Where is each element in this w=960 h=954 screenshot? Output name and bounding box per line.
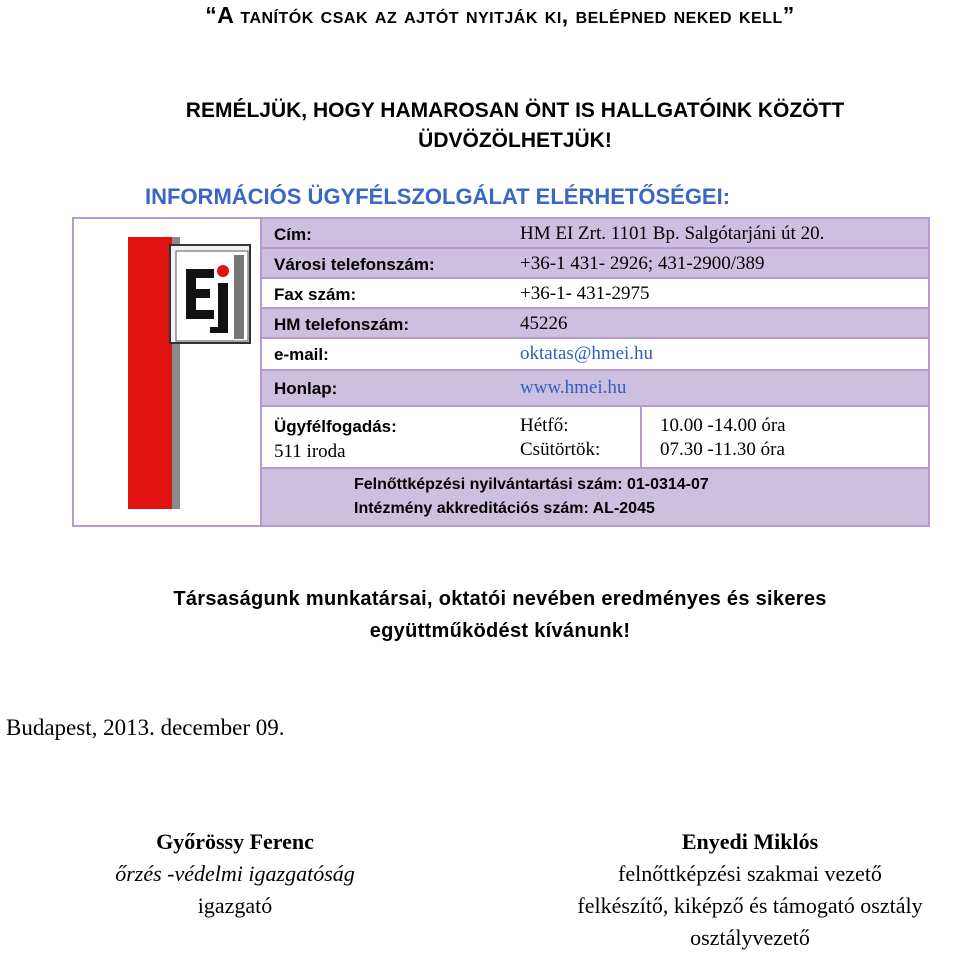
registration-number: Felnőttképzési nyilvántartási szám: 01-0314-07 xyxy=(354,476,709,493)
hm-phone-value: 45226 xyxy=(520,313,568,334)
website-link[interactable]: www.hmei.hu xyxy=(520,377,627,398)
fax-label: Fax szám: xyxy=(274,285,357,304)
website-label: Honlap: xyxy=(274,379,338,398)
time-monday: 10.00 -14.00 óra xyxy=(660,415,786,436)
signer-title-right: osztályvezető xyxy=(690,925,810,950)
closing-message xyxy=(0,583,960,647)
signer-dept-left: őrzés -védelmi igazgatóság xyxy=(115,861,355,886)
address-value: HM EI Zrt. 1101 Bp. Salgótarjáni út 20. xyxy=(520,223,825,244)
signer-name-left: Győrössy Ferenc xyxy=(156,829,314,854)
row-email xyxy=(262,339,928,371)
date-line: Budapest, 2013. december 09. xyxy=(6,715,285,740)
signature-right xyxy=(530,826,960,954)
closing-line-1: Társaságunk munkatársai, oktatói nevében eredményes és sikeres xyxy=(173,588,827,610)
accreditation-number: Intézmény akkreditációs szám: AL-2045 xyxy=(354,500,655,517)
welcome-line-2: ÜDVÖZÖLHETJÜK! xyxy=(418,129,612,152)
office-hours-label: Ügyfélfogadás: xyxy=(274,417,397,436)
fax-value: +36-1- 431-2975 xyxy=(520,283,650,304)
email-label: e-mail: xyxy=(274,345,329,364)
email-link[interactable]: oktatas@hmei.hu xyxy=(520,343,654,364)
hours-divider xyxy=(640,407,642,467)
welcome-heading xyxy=(0,96,960,156)
logo-cell xyxy=(74,219,262,525)
signer-dept-right: felkészítő, kiképző és támogató osztály xyxy=(577,893,923,918)
office-room: 511 iroda xyxy=(274,441,346,462)
hm-phone-label: HM telefonszám: xyxy=(274,315,410,334)
signer-role-right: felnőttképzési szakmai vezető xyxy=(618,861,882,886)
info-service-title: INFORMÁCIÓS ÜGYFÉLSZOLGÁLAT ELÉRHETŐSÉGEI: xyxy=(145,184,731,209)
welcome-line-1: REMÉLJÜK, HOGY HAMAROSAN ÖNT IS HALLGATÓINK KÖZÖTT xyxy=(185,99,845,122)
row-city-phone xyxy=(262,249,928,279)
signature-left xyxy=(40,826,430,922)
row-hm-phone xyxy=(262,309,928,339)
signer-name-right: Enyedi Miklós xyxy=(681,829,819,854)
row-fax xyxy=(262,279,928,309)
time-thursday: 07.30 -11.30 óra xyxy=(660,439,785,460)
row-registration xyxy=(262,469,928,525)
motto-quote: “A tanítók csak az ajtót nyitják ki, belépned neked kell” xyxy=(205,2,795,28)
closing-line-2: együttműködést kívánunk! xyxy=(369,620,631,642)
signer-title-left: igazgató xyxy=(197,893,273,918)
hmei-logo-icon xyxy=(74,219,258,523)
city-phone-value: +36-1 431- 2926; 431-2900/389 xyxy=(520,253,765,274)
day-monday: Hétfő: xyxy=(520,415,569,436)
row-office-hours xyxy=(262,407,928,469)
row-website xyxy=(262,371,928,407)
day-thursday: Csütörtök: xyxy=(520,439,601,460)
address-label: Cím: xyxy=(274,225,312,244)
row-address xyxy=(262,219,928,249)
city-phone-label: Városi telefonszám: xyxy=(274,255,435,274)
